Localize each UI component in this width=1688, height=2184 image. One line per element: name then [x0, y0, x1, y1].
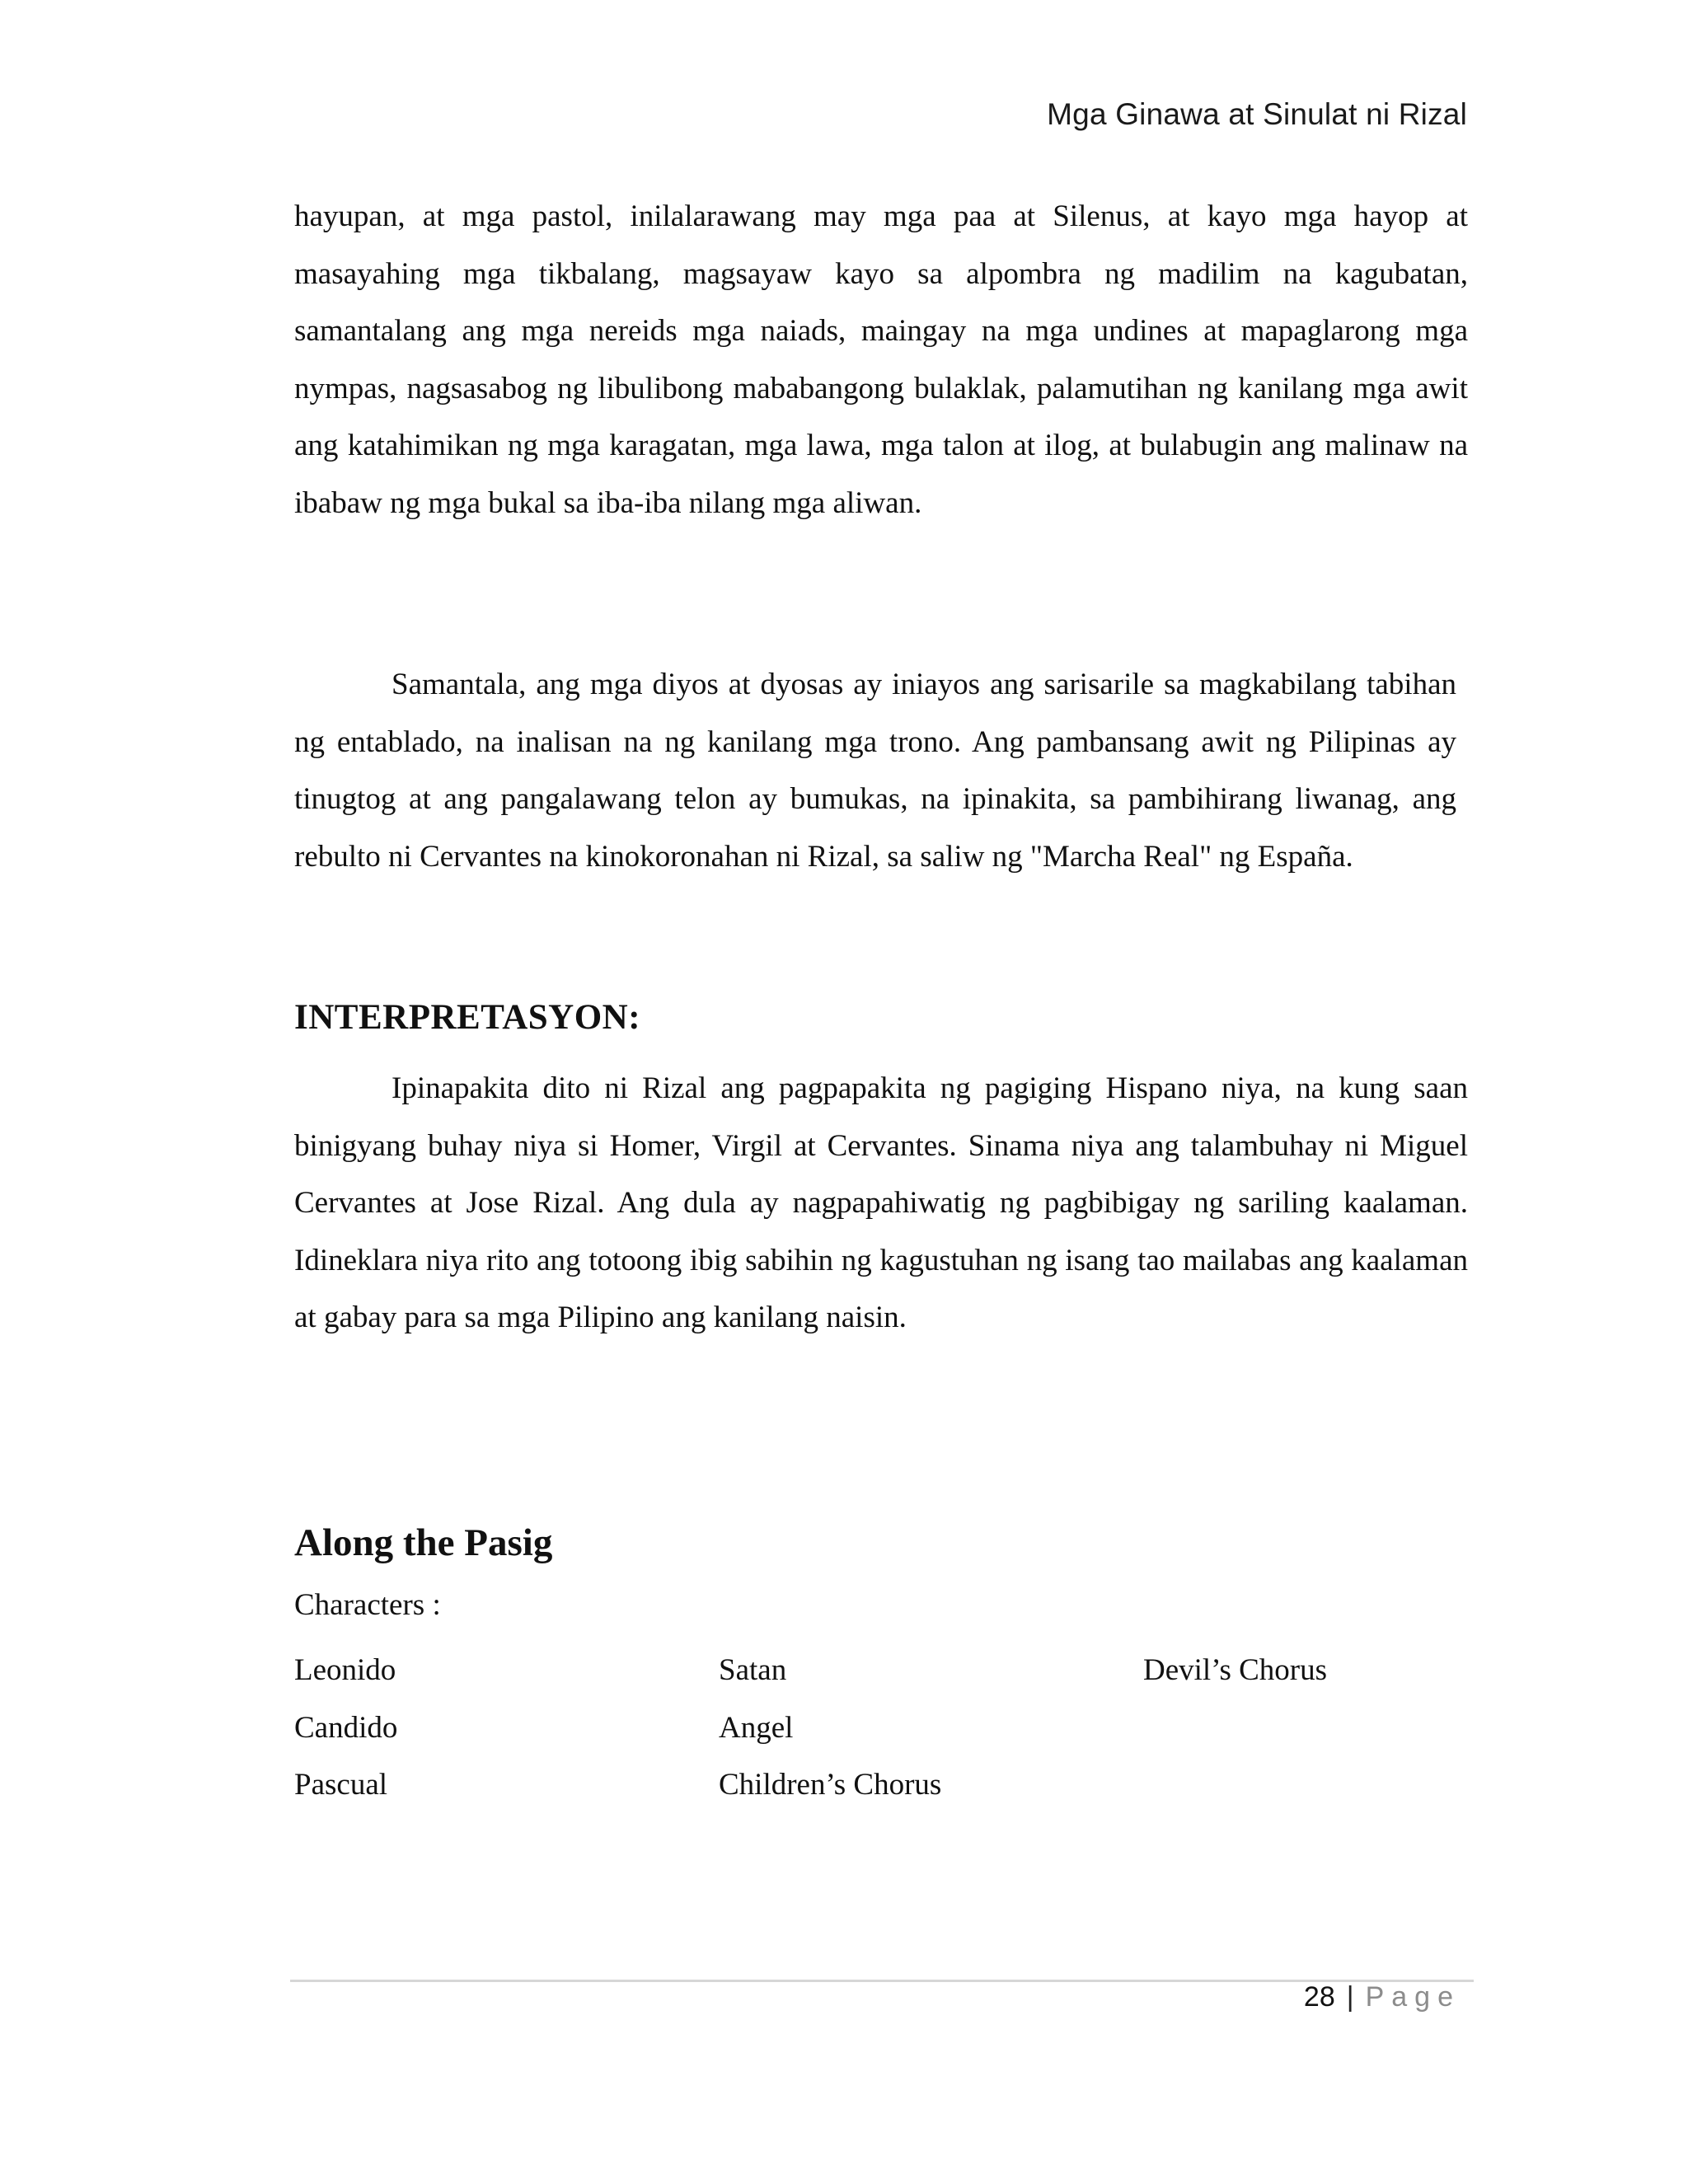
- play-title: Along the Pasig: [294, 1521, 553, 1564]
- paragraph-1: hayupan, at mga pastol, inilalarawang may mga paa at Silenus, at kayo mga hayop at masayahing mga tikbalang, magsayaw kayo sa alpombra ng madilim na kagubatan, samantalang ang mga nereids mga naiads, maingay na mga undines at mapaglarong mga nympas, nagsasabog ng libulibong mababangong bulaklak, palamutihan ng kanilang mga awit ang katahimikan ng mga karagatan, mga lawa, mga talon at ilog, at bulabugin ang malinaw na ibabaw ng mga bukal sa iba-iba nilang mga aliwan.: [294, 199, 1468, 520]
- character-satan: Satan: [719, 1653, 787, 1687]
- page-footer: [1304, 1981, 1461, 2013]
- character-angel: Angel: [719, 1711, 794, 1745]
- running-header: Mga Ginawa at Sinulat ni Rizal: [1047, 97, 1467, 131]
- footer-divider: [290, 1980, 1474, 1982]
- character-list: [294, 1645, 1468, 1835]
- character-pascual: Pascual: [294, 1768, 388, 1802]
- character-leonido: Leonido: [294, 1653, 396, 1687]
- interpretation-heading: INTERPRETASYON:: [294, 998, 641, 1037]
- character-childrens-chorus: Children’s Chorus: [719, 1768, 942, 1802]
- paragraph-2: Samantala, ang mga diyos at dyosas ay iniayos ang sarisarile sa magkabilang tabihan ng entablado, na inalisan na ng kanilang mga trono. Ang pambansang awit ng Pilipinas ay tinugtog at ang pangalawang telon ay bumukas, na ipinakita, sa pambihirang liwanag, ang rebulto ni Cervantes na kinokoronahan ni Rizal, sa saliw ng "Marcha Real" ng España.: [294, 668, 1456, 874]
- character-devils-chorus: Devil’s Chorus: [1143, 1653, 1328, 1687]
- footer-separator: |: [1346, 1981, 1354, 2013]
- interpretation-paragraph: Ipinapakita dito ni Rizal ang pagpapakita ng pagiging Hispano niya, na kung saan binigyang buhay niya si Homer, Virgil at Cervantes. Sinama niya ang talambuhay ni Miguel Cervantes at Jose Rizal. Ang dula ay nagpapahiwatig ng pagbibigay ng sariling kaalaman. Idineklara niya rito ang totoong ibig sabihin ng kagustuhan ng isang tao mailabas ang kaalaman at gabay para sa mga Pilipino ang kanilang naisin.: [294, 1071, 1468, 1334]
- character-candido: Candido: [294, 1711, 398, 1745]
- page-number: 28: [1303, 1981, 1335, 2013]
- characters-label: Characters :: [294, 1588, 441, 1622]
- page-label: Page: [1365, 1981, 1461, 2013]
